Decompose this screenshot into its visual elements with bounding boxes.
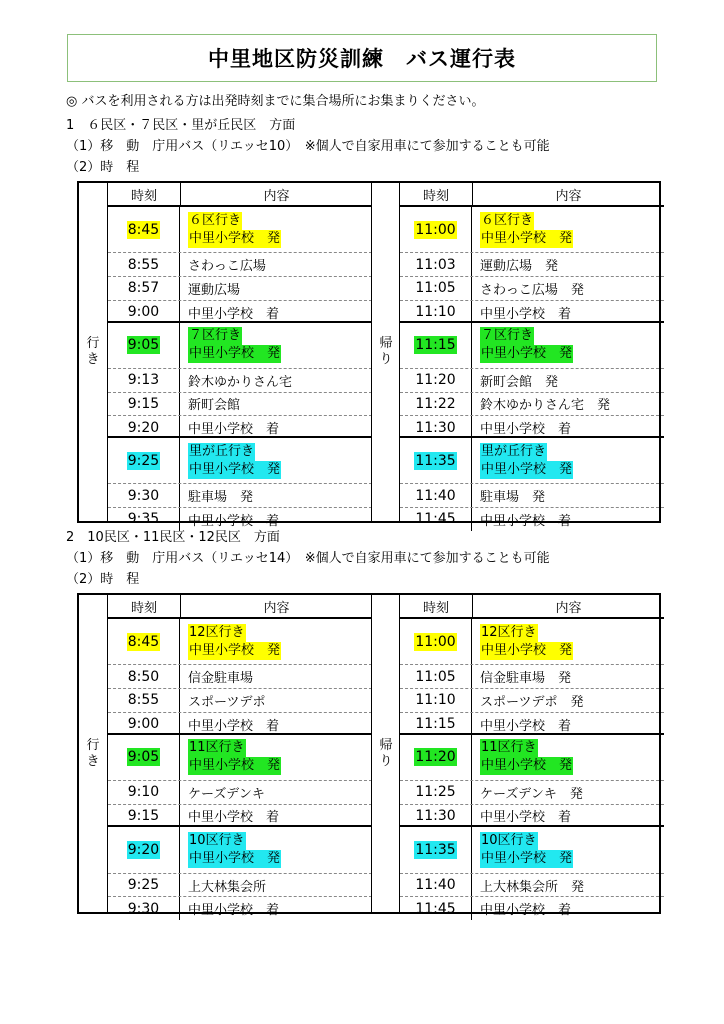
route-highlight: 10区行き bbox=[189, 832, 245, 848]
departure-row bbox=[108, 323, 372, 368]
route-group bbox=[400, 436, 664, 531]
stop-time: 11:05 bbox=[400, 277, 472, 300]
route-highlight: ６区行き bbox=[481, 212, 534, 228]
route-group bbox=[400, 825, 664, 920]
stop-row bbox=[400, 483, 664, 507]
route-highlight: 里が丘行き bbox=[481, 443, 547, 459]
stop-time: 11:40 bbox=[400, 484, 472, 507]
route-highlight: 中里小学校 発 bbox=[481, 850, 573, 866]
stop-time: 11:20 bbox=[400, 369, 472, 392]
stop-content: 上大林集会所 bbox=[188, 879, 267, 895]
stop-time: 9:30 bbox=[108, 484, 180, 507]
departure-content bbox=[180, 207, 372, 252]
stop-content: さわっこ広場 発 bbox=[480, 282, 584, 298]
go-label: 行き bbox=[86, 737, 100, 769]
route-highlight: 12区行き bbox=[481, 624, 537, 640]
stop-time: 9:13 bbox=[108, 369, 180, 392]
stop-content: 中里小学校 着 bbox=[188, 718, 280, 734]
departure-content bbox=[180, 735, 372, 780]
route-group bbox=[108, 321, 372, 439]
route-highlight: 中里小学校 発 bbox=[189, 642, 281, 658]
stop-row bbox=[400, 252, 664, 276]
section-2-schedule-label: （2）時 程 bbox=[66, 572, 140, 587]
table-header bbox=[108, 183, 372, 207]
departure-content bbox=[472, 207, 664, 252]
stop-content: 中里小学校 着 bbox=[480, 810, 572, 826]
stop-content: 中里小学校 着 bbox=[188, 422, 280, 438]
stop-row bbox=[400, 276, 664, 300]
time-highlight: 11:00 bbox=[415, 221, 456, 238]
stop-row bbox=[108, 896, 372, 920]
departure-content bbox=[472, 619, 664, 664]
return-table bbox=[399, 595, 664, 919]
stop-content: 鈴木ゆかりさん宅 発 bbox=[480, 398, 611, 414]
stop-time: 8:50 bbox=[108, 665, 180, 688]
stop-content: 駐車場 発 bbox=[188, 490, 254, 506]
departure-time bbox=[108, 323, 180, 368]
go-table bbox=[107, 595, 372, 919]
departure-content bbox=[472, 827, 664, 872]
stop-content: ケーズデンキ 発 bbox=[480, 786, 583, 802]
departure-row bbox=[400, 207, 664, 252]
stop-time: 9:15 bbox=[108, 393, 180, 416]
time-highlight: 11:35 bbox=[415, 452, 456, 469]
route-highlight: 中里小学校 発 bbox=[189, 461, 281, 477]
route-group bbox=[108, 733, 372, 828]
stop-content: 信金駐車場 bbox=[188, 671, 254, 687]
departure-time bbox=[108, 735, 180, 780]
stop-time: 8:57 bbox=[108, 277, 180, 300]
route-highlight: 中里小学校 発 bbox=[481, 230, 573, 246]
stop-time: 11:45 bbox=[400, 897, 472, 920]
stop-content: スポーツデポ bbox=[188, 694, 266, 710]
departure-time bbox=[108, 207, 180, 252]
stop-content: 上大林集会所 発 bbox=[480, 879, 585, 895]
departure-content bbox=[472, 735, 664, 780]
stop-time: 11:40 bbox=[400, 874, 472, 897]
route-highlight: 12区行き bbox=[189, 624, 245, 640]
route-highlight: 里が丘行き bbox=[189, 443, 255, 459]
stop-row bbox=[108, 368, 372, 392]
stop-time: 11:10 bbox=[400, 689, 472, 712]
stop-row bbox=[400, 896, 664, 920]
stop-row bbox=[400, 804, 664, 828]
stop-content: 中里小学校 着 bbox=[188, 903, 280, 919]
departure-row bbox=[108, 827, 372, 872]
departure-row bbox=[400, 438, 664, 483]
stop-content: 新町会館 bbox=[188, 398, 241, 414]
stop-content: 運動広場 発 bbox=[480, 259, 559, 275]
stop-time: 11:30 bbox=[400, 805, 472, 828]
section-1-transport: （1）移 動 庁用バス（リエッセ10） ※個人で自家用車にて参加することも可能 bbox=[66, 139, 550, 154]
stop-row bbox=[400, 507, 664, 531]
section-2-timetable bbox=[77, 593, 661, 919]
route-group bbox=[108, 436, 372, 531]
stop-row bbox=[400, 392, 664, 416]
stop-content: 中里小学校 着 bbox=[188, 513, 280, 529]
departure-time bbox=[400, 619, 472, 664]
stop-content: 中里小学校 着 bbox=[188, 810, 280, 826]
route-highlight: 中里小学校 発 bbox=[189, 758, 281, 774]
departure-content bbox=[180, 438, 372, 483]
time-highlight: 9:25 bbox=[127, 452, 160, 469]
stop-row bbox=[108, 688, 372, 712]
route-highlight: 中里小学校 発 bbox=[481, 642, 573, 658]
stop-content: 信金駐車場 発 bbox=[480, 671, 572, 687]
stop-row bbox=[108, 804, 372, 828]
departure-content bbox=[472, 323, 664, 368]
header-time: 時刻 bbox=[400, 183, 473, 205]
table-header bbox=[400, 183, 664, 207]
time-highlight: 11:20 bbox=[415, 749, 456, 766]
return-table bbox=[399, 183, 664, 529]
stop-content: ケーズデンキ bbox=[188, 786, 265, 802]
stop-content: スポーツデポ 発 bbox=[480, 694, 584, 710]
route-highlight: ７区行き bbox=[189, 328, 242, 344]
note: ◎ バスを利用される方は出発時刻までに集合場所にお集まりください。 bbox=[66, 94, 485, 109]
time-highlight: 9:20 bbox=[127, 841, 160, 858]
departure-time bbox=[400, 323, 472, 368]
departure-row bbox=[400, 827, 664, 872]
route-group bbox=[400, 619, 664, 735]
stop-time: 9:00 bbox=[108, 301, 180, 324]
route-highlight: ６区行き bbox=[189, 212, 242, 228]
stop-time: 9:00 bbox=[108, 713, 180, 736]
departure-row bbox=[108, 735, 372, 780]
stop-row bbox=[108, 664, 372, 688]
stop-time: 11:15 bbox=[400, 713, 472, 736]
stop-time: 9:25 bbox=[108, 874, 180, 897]
return-label: 帰り bbox=[371, 595, 400, 912]
stop-time: 11:22 bbox=[400, 393, 472, 416]
page-title: 中里地区防災訓練 バス運行表 bbox=[67, 34, 657, 82]
departure-row bbox=[400, 735, 664, 780]
stop-content: 中里小学校 着 bbox=[480, 718, 572, 734]
stop-content: 中里小学校 着 bbox=[188, 306, 280, 322]
route-group bbox=[108, 825, 372, 920]
section-1-timetable bbox=[77, 181, 661, 529]
header-content: 内容 bbox=[263, 188, 290, 204]
stop-row bbox=[108, 507, 372, 531]
departure-content bbox=[180, 619, 372, 664]
stop-content: 中里小学校 着 bbox=[480, 903, 572, 919]
route-highlight: 10区行き bbox=[481, 832, 537, 848]
stop-time: 11:25 bbox=[400, 781, 472, 804]
stop-content: さわっこ広場 bbox=[188, 259, 266, 275]
time-highlight: 11:15 bbox=[415, 337, 456, 354]
stop-row bbox=[400, 664, 664, 688]
go-table bbox=[107, 183, 372, 529]
departure-row bbox=[108, 438, 372, 483]
stop-content: 中里小学校 着 bbox=[480, 513, 572, 529]
stop-content: 新町会館 発 bbox=[480, 374, 559, 390]
stop-time: 11:03 bbox=[400, 253, 472, 276]
departure-row bbox=[108, 207, 372, 252]
departure-time bbox=[108, 827, 180, 872]
header-content: 内容 bbox=[263, 600, 290, 616]
stop-row bbox=[108, 276, 372, 300]
route-group bbox=[400, 207, 664, 323]
stop-time: 8:55 bbox=[108, 689, 180, 712]
section-1-heading: 1 ６民区・７民区・里が丘民区 方面 bbox=[66, 118, 296, 133]
time-highlight: 11:35 bbox=[415, 841, 456, 858]
section-2-transport: （1）移 動 庁用バス（リエッセ14） ※個人で自家用車にて参加することも可能 bbox=[66, 551, 550, 566]
stop-time: 11:30 bbox=[400, 416, 472, 439]
stop-row bbox=[108, 252, 372, 276]
header-content: 内容 bbox=[555, 600, 582, 616]
stop-row bbox=[108, 392, 372, 416]
route-group bbox=[400, 321, 664, 439]
stop-content: 運動広場 bbox=[188, 282, 241, 298]
departure-time bbox=[400, 207, 472, 252]
departure-time bbox=[108, 619, 180, 664]
time-highlight: 8:45 bbox=[127, 221, 160, 238]
departure-time bbox=[400, 827, 472, 872]
departure-time bbox=[108, 438, 180, 483]
return-label: 帰り bbox=[371, 183, 400, 521]
stop-time: 9:20 bbox=[108, 416, 180, 439]
departure-content bbox=[472, 438, 664, 483]
departure-row bbox=[400, 323, 664, 368]
stop-content: 鈴木ゆかりさん宅 bbox=[188, 374, 293, 390]
go-label: 行き bbox=[86, 336, 100, 367]
route-highlight: 中里小学校 発 bbox=[481, 346, 573, 362]
route-group bbox=[108, 619, 372, 735]
route-highlight: 中里小学校 発 bbox=[481, 461, 573, 477]
route-highlight: 11区行き bbox=[481, 740, 537, 756]
route-highlight: 11区行き bbox=[189, 740, 245, 756]
departure-time bbox=[400, 438, 472, 483]
departure-time bbox=[400, 735, 472, 780]
section-1-schedule-label: （2）時 程 bbox=[66, 160, 140, 175]
route-highlight: 中里小学校 発 bbox=[189, 346, 281, 362]
stop-content: 中里小学校 着 bbox=[480, 422, 572, 438]
route-highlight: 中里小学校 発 bbox=[481, 758, 573, 774]
stop-row bbox=[400, 368, 664, 392]
time-highlight: 8:45 bbox=[127, 633, 160, 650]
header-time: 時刻 bbox=[400, 595, 473, 617]
stop-row bbox=[108, 483, 372, 507]
route-highlight: 中里小学校 発 bbox=[189, 230, 281, 246]
departure-content bbox=[180, 323, 372, 368]
table-header bbox=[108, 595, 372, 619]
stop-content: 駐車場 発 bbox=[480, 490, 546, 506]
route-highlight: ７区行き bbox=[481, 328, 534, 344]
time-highlight: 11:00 bbox=[415, 633, 456, 650]
stop-row bbox=[400, 873, 664, 897]
departure-row bbox=[108, 619, 372, 664]
stop-time: 9:15 bbox=[108, 805, 180, 828]
stop-time: 11:45 bbox=[400, 508, 472, 531]
route-group bbox=[108, 207, 372, 323]
stop-time: 11:05 bbox=[400, 665, 472, 688]
departure-row bbox=[400, 619, 664, 664]
stop-row bbox=[108, 873, 372, 897]
time-highlight: 9:05 bbox=[127, 749, 160, 766]
header-content: 内容 bbox=[555, 188, 582, 204]
section-2-heading: 2 10民区・11民区・12民区 方面 bbox=[66, 530, 280, 545]
stop-row bbox=[400, 688, 664, 712]
header-time: 時刻 bbox=[108, 595, 181, 617]
stop-content: 中里小学校 着 bbox=[480, 306, 572, 322]
stop-row bbox=[108, 780, 372, 804]
stop-time: 8:55 bbox=[108, 253, 180, 276]
header-time: 時刻 bbox=[108, 183, 181, 205]
stop-time: 9:30 bbox=[108, 897, 180, 920]
stop-row bbox=[400, 780, 664, 804]
route-highlight: 中里小学校 発 bbox=[189, 850, 281, 866]
route-group bbox=[400, 733, 664, 828]
stop-time: 9:10 bbox=[108, 781, 180, 804]
stop-time: 9:35 bbox=[108, 508, 180, 531]
table-header bbox=[400, 595, 664, 619]
time-highlight: 9:05 bbox=[127, 337, 160, 354]
departure-content bbox=[180, 827, 372, 872]
stop-time: 11:10 bbox=[400, 301, 472, 324]
